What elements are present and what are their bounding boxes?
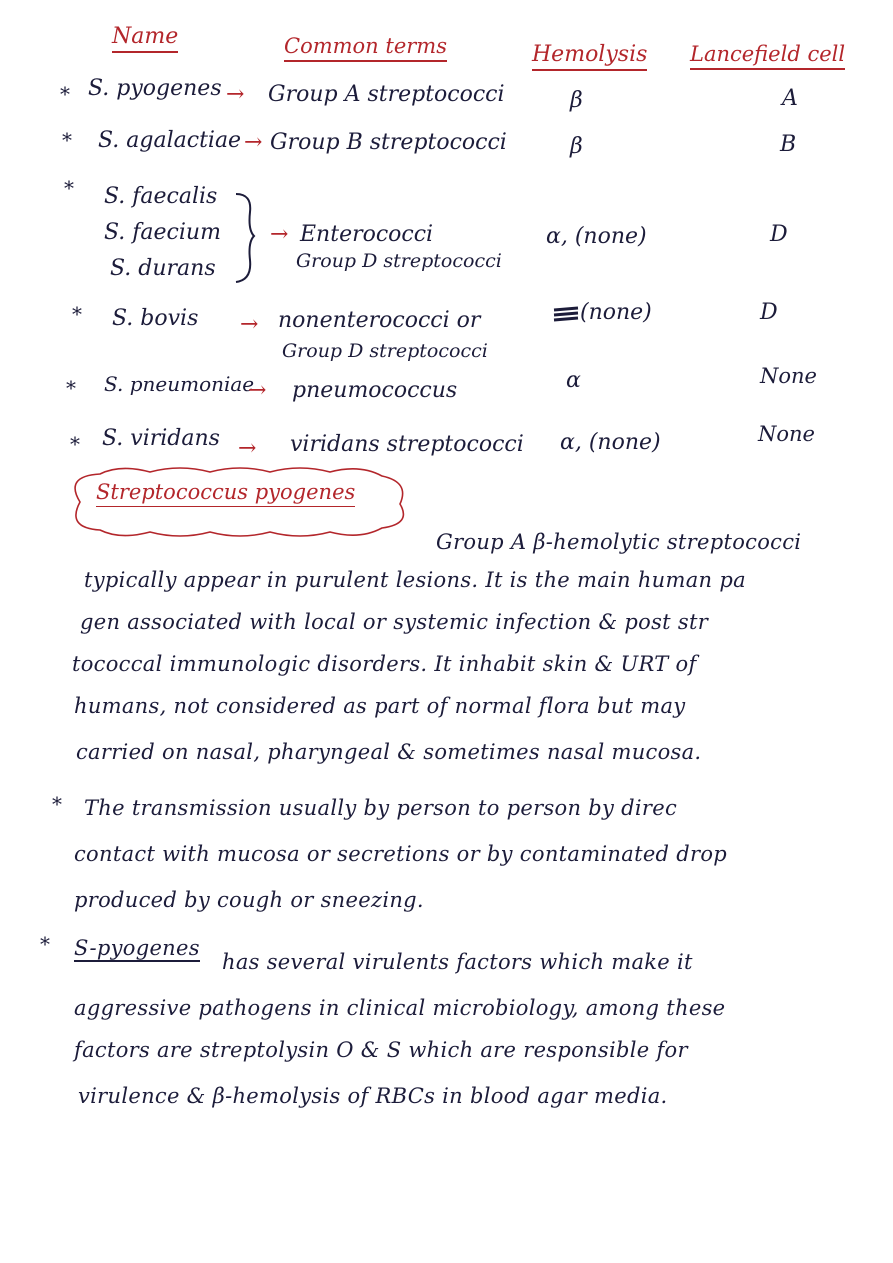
common-term: Group A streptococci	[268, 82, 505, 107]
arrow-icon: →	[270, 222, 289, 247]
paragraph-line: factors are streptolysin O & S which are responsible for	[74, 1038, 688, 1062]
organism-name: S. durans	[110, 256, 216, 281]
common-term-secondary: Group D streptococci	[296, 250, 502, 272]
bullet-star: *	[66, 376, 76, 400]
brace-icon	[228, 190, 268, 286]
lancefield-value: D	[760, 300, 778, 325]
section-heading: Streptococcus pyogenes	[96, 480, 355, 504]
arrow-icon: →	[226, 82, 245, 107]
bullet-star: *	[52, 792, 62, 816]
lancefield-value: None	[760, 364, 817, 388]
section-heading-cloud	[60, 462, 420, 542]
paragraph-line: typically appear in purulent lesions. It is the main human pa	[84, 568, 746, 592]
paragraph-line: humans, not considered as part of normal flora but may	[74, 694, 686, 718]
lancefield-value: D	[770, 222, 788, 247]
paragraph-line: tococcal immunologic disorders. It inhabit skin & URT of	[72, 652, 697, 676]
paragraph-line: gen associated with local or systemic infection & post str	[80, 610, 709, 634]
common-term-secondary: Group D streptococci	[282, 340, 488, 362]
arrow-icon: →	[238, 436, 257, 461]
bullet-star: *	[70, 432, 80, 456]
bullet-star: *	[40, 932, 50, 956]
arrow-icon: →	[240, 312, 259, 337]
paragraph-line: aggressive pathogens in clinical microbiology, among these	[74, 996, 726, 1020]
bullet-star: *	[72, 302, 82, 326]
organism-name: S. faecium	[104, 220, 221, 245]
arrow-icon: →	[248, 378, 267, 403]
organism-name: S. pyogenes	[88, 76, 222, 101]
organism-name: S. faecalis	[104, 184, 218, 209]
header-hemolysis: Hemolysis	[532, 42, 647, 67]
paragraph-line: Group A β-hemolytic streptococci	[436, 530, 802, 554]
bullet-star: *	[62, 128, 72, 152]
common-term: pneumococcus	[292, 378, 458, 403]
paragraph-line: virulence & β-hemolysis of RBCs in blood agar media.	[78, 1084, 668, 1108]
organism-name: S. bovis	[112, 306, 199, 331]
header-common-terms: Common terms	[284, 34, 447, 58]
hemolysis-value: α, (none)	[560, 430, 661, 455]
hemolysis-value: α, (none)	[546, 224, 647, 249]
bullet-star: *	[60, 82, 70, 106]
organism-name: S. agalactiae	[98, 128, 242, 153]
hemolysis-value: α	[566, 368, 581, 393]
bullet-star: *	[64, 176, 74, 200]
arrow-icon: →	[244, 130, 263, 155]
organism-name: S. viridans	[102, 426, 220, 451]
lancefield-value: A	[782, 86, 798, 111]
paragraph-line: contact with mucosa or secretions or by contaminated drop	[74, 842, 728, 866]
lancefield-value: B	[780, 132, 797, 157]
common-term: Group B streptococci	[270, 130, 507, 155]
hemolysis-value: (none)	[580, 300, 652, 325]
hemolysis-value: β	[570, 88, 583, 113]
paragraph-line: has several virulents factors which make it	[222, 950, 693, 974]
scribble-icon	[552, 304, 582, 326]
lancefield-value: None	[758, 422, 815, 446]
common-term: viridans streptococci	[290, 432, 524, 457]
common-term: Enterococci	[300, 222, 434, 247]
common-term: nonenterococci or	[278, 308, 481, 333]
paragraph-line: produced by cough or sneezing.	[74, 888, 424, 912]
subject-term: S-pyogenes	[74, 936, 200, 960]
header-name: Name	[112, 24, 178, 49]
paragraph-line: carried on nasal, pharyngeal & sometimes nasal mucosa.	[76, 740, 702, 764]
hemolysis-value: β	[570, 134, 583, 159]
organism-name: S. pneumoniae	[104, 372, 255, 396]
paragraph-line: The transmission usually by person to person by direc	[84, 796, 678, 820]
header-lancefield: Lancefield cell	[690, 42, 845, 66]
